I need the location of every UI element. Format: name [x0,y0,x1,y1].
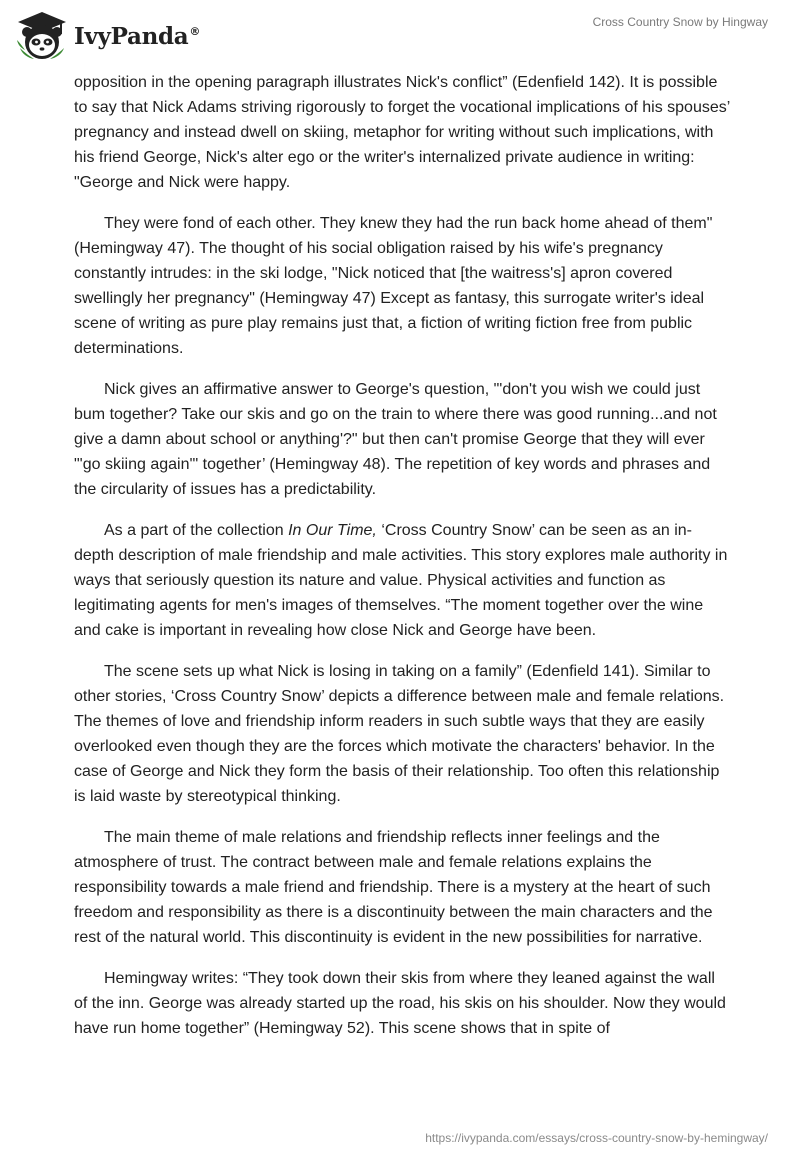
paragraph-text: ‘Cross Country Snow’ can be seen as an in-depth description of male friendship and male activities. This story explores male authority in ways that seriously question its nature and value. Physical activities and function as legitimating agents for men's images of themselves. “The moment together over the wine and cake is important in revealing how close Nick and George have been. [74,522,728,639]
essay-body [74,70,730,1057]
document-title: Cross Country Snow by Hingway [592,15,768,29]
source-url[interactable]: https://ivypanda.com/essays/cross-country-snow-by-hemingway/ [425,1131,768,1145]
paragraph: Nick gives an affirmative answer to George's question, "'don't you wish we could just bum together? Take our skis and go on the train to where there was good running...and not give a damn about school or anything'?" but then can't promise George that they will ever "'go skiing again'" together’ (Hemingway 48). The repetition of key words and phrases and the circularity of issues has a predictability. [74,381,717,498]
paragraph: They were fond of each other. They knew they had the run back home ahead of them" (Hemingway 47). The thought of his social obligation raised by his wife's pregnancy constantly intrudes: in the ski lodge, "Nick noticed that [the waitress's] apron covered swellingly her pregnancy" (Hemingway 47) Except as fantasy, this surrogate writer's ideal scene of writing as pure play remains just that, a fiction of writing fiction free from public determinations. [74,215,713,357]
paragraph [74,518,730,643]
paragraph-text: As a part of the collection [104,522,289,539]
panda-graduate-icon [14,8,70,64]
brand-name: IvyPanda® [74,22,201,50]
registered-mark: ® [189,24,201,38]
paragraph: opposition in the opening paragraph illustrates Nick's conflict” (Edenfield 142). It is possible to say that Nick Adams striving rigorously to forget the vocational implications of his spouses’ pregnancy and instead dwell on skiing, metaphor for writing without such implications, with his friend George, Nick's alter ego or the writer's internalized private audience in writing: "George and Nick were happy. [74,74,730,191]
paragraph: Hemingway writes: “They took down their skis from where they leaned against the wall of the inn. George was already started up the road, his skis on his shoulder. Now they would have run home together” (Hemingway 52). This scene shows that in spite of [74,970,726,1037]
ivypanda-logo[interactable] [14,8,200,64]
page-header [0,0,800,70]
paragraph: The scene sets up what Nick is losing in taking on a family” (Edenfield 141). Similar to other stories, ‘Cross Country Snow’ depicts a difference between male and female relations. The themes of love and friendship inform readers in such subtle ways that they are easily overlooked even though they are the forces which motivate the characters' behavior. In the case of George and Nick they form the basis of their relationship. Too often this relationship is laid waste by stereotypical thinking. [74,663,725,805]
paragraph: The main theme of male relations and friendship reflects inner feelings and the atmosphere of trust. The contract between male and female relations explains the responsibility towards a male friend and friendship. There is a mystery at the heart of such freedom and responsibility as there is a discontinuity between the main characters and the rest of the natural world. This discontinuity is evident in the new possibilities for narrative. [74,829,713,946]
book-title-italic: In Our Time, [288,522,382,539]
